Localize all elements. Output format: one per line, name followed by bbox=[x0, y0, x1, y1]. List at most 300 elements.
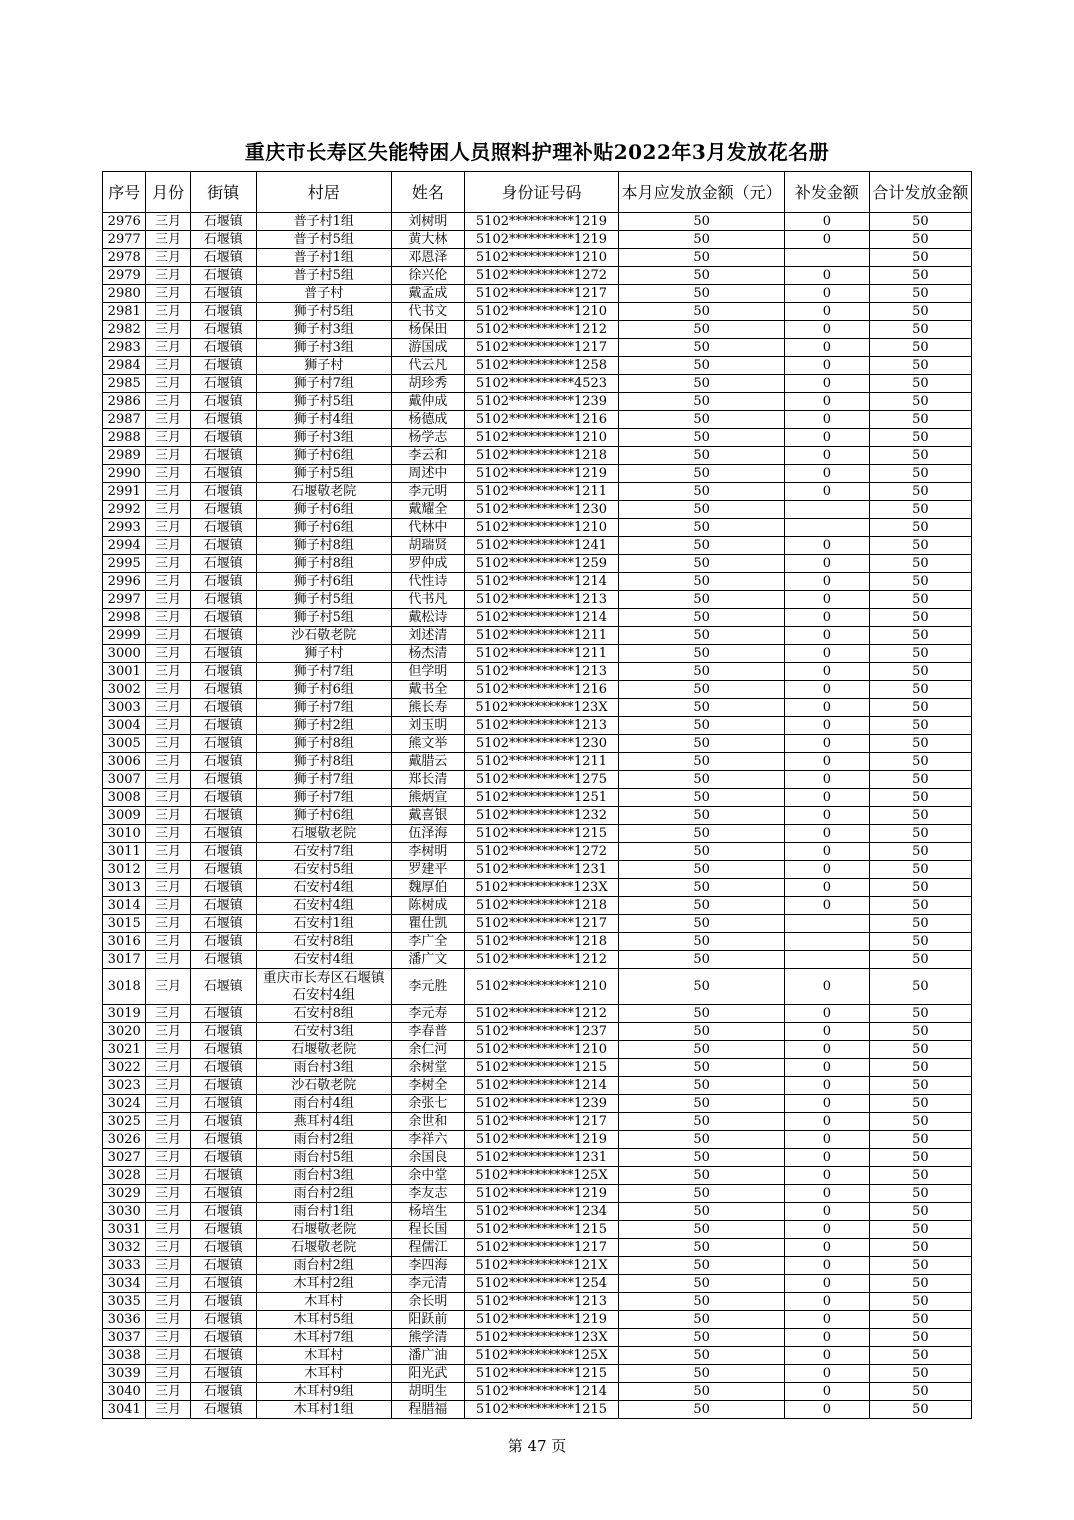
table-cell: 三月 bbox=[146, 537, 190, 555]
table-cell: 50 bbox=[619, 411, 785, 429]
table-cell: 50 bbox=[619, 447, 785, 465]
table-cell: 石堰镇 bbox=[190, 1293, 256, 1311]
table-cell: 石堰镇 bbox=[190, 447, 256, 465]
table-cell: 2994 bbox=[103, 537, 146, 555]
table-cell: 5102**********1231 bbox=[464, 1149, 619, 1167]
table-cell bbox=[785, 933, 870, 951]
table-cell: 5102**********1211 bbox=[464, 645, 619, 663]
table-cell: 50 bbox=[869, 1059, 971, 1077]
table-cell: 狮子村5组 bbox=[256, 303, 391, 321]
table-row bbox=[103, 1131, 972, 1149]
table-cell: 0 bbox=[785, 789, 870, 807]
table-cell: 三月 bbox=[146, 555, 190, 573]
table-cell: 三月 bbox=[146, 771, 190, 789]
table-cell: 3020 bbox=[103, 1023, 146, 1041]
table-cell: 狮子村3组 bbox=[256, 429, 391, 447]
table-cell: 3024 bbox=[103, 1095, 146, 1113]
table-row bbox=[103, 267, 972, 285]
table-cell: 2987 bbox=[103, 411, 146, 429]
table-cell: 燕耳村4组 bbox=[256, 1113, 391, 1131]
table-cell: 50 bbox=[869, 1365, 971, 1383]
table-cell: 石堰镇 bbox=[190, 483, 256, 501]
table-cell: 5102**********1214 bbox=[464, 1383, 619, 1401]
table-row bbox=[103, 663, 972, 681]
table-cell: 0 bbox=[785, 1311, 870, 1329]
table-cell: 50 bbox=[869, 1203, 971, 1221]
table-cell: 0 bbox=[785, 1185, 870, 1203]
table-cell: 50 bbox=[619, 393, 785, 411]
table-cell: 石安村1组 bbox=[256, 915, 391, 933]
table-cell: 狮子村7组 bbox=[256, 771, 391, 789]
table-cell: 2979 bbox=[103, 267, 146, 285]
table-row bbox=[103, 825, 972, 843]
table-cell: 石堰镇 bbox=[190, 1041, 256, 1059]
table-row bbox=[103, 1239, 972, 1257]
table-cell: 三月 bbox=[146, 1005, 190, 1023]
table-cell: 5102**********1211 bbox=[464, 753, 619, 771]
table-cell: 0 bbox=[785, 879, 870, 897]
table-row bbox=[103, 1365, 972, 1383]
table-cell: 狮子村 bbox=[256, 645, 391, 663]
table-cell: 三月 bbox=[146, 933, 190, 951]
table-row bbox=[103, 1275, 972, 1293]
table-cell: 2981 bbox=[103, 303, 146, 321]
table-cell: 狮子村5组 bbox=[256, 591, 391, 609]
header-cell: 姓名 bbox=[391, 172, 464, 213]
table-cell: 0 bbox=[785, 753, 870, 771]
header-cell: 身份证号码 bbox=[464, 172, 619, 213]
table-cell: 50 bbox=[619, 1095, 785, 1113]
table-cell: 余国良 bbox=[391, 1149, 464, 1167]
table-cell: 5102**********123X bbox=[464, 699, 619, 717]
table-cell: 50 bbox=[619, 681, 785, 699]
table-cell: 50 bbox=[869, 1221, 971, 1239]
table-cell: 李元明 bbox=[391, 483, 464, 501]
table-row bbox=[103, 213, 972, 231]
table-cell: 5102**********1210 bbox=[464, 303, 619, 321]
table-row bbox=[103, 411, 972, 429]
table-cell: 3030 bbox=[103, 1203, 146, 1221]
table-cell: 5102**********1210 bbox=[464, 519, 619, 537]
table-row bbox=[103, 303, 972, 321]
table-row bbox=[103, 897, 972, 915]
table-cell: 5102**********1210 bbox=[464, 429, 619, 447]
table-cell: 罗仲成 bbox=[391, 555, 464, 573]
table-cell: 5102**********1211 bbox=[464, 483, 619, 501]
table-cell: 5102**********1214 bbox=[464, 573, 619, 591]
table-cell: 0 bbox=[785, 771, 870, 789]
table-cell: 50 bbox=[619, 825, 785, 843]
table-cell: 石堰镇 bbox=[190, 879, 256, 897]
table-row bbox=[103, 1383, 972, 1401]
table-cell: 0 bbox=[785, 1239, 870, 1257]
table-cell: 0 bbox=[785, 429, 870, 447]
table-cell: 代书凡 bbox=[391, 591, 464, 609]
table-cell: 石堰镇 bbox=[190, 1149, 256, 1167]
table-cell: 50 bbox=[619, 519, 785, 537]
table-cell: 三月 bbox=[146, 573, 190, 591]
table-cell: 三月 bbox=[146, 969, 190, 1005]
table-cell: 三月 bbox=[146, 1077, 190, 1095]
table-cell: 石堰镇 bbox=[190, 789, 256, 807]
table-cell: 雨台村2组 bbox=[256, 1131, 391, 1149]
table-cell: 2999 bbox=[103, 627, 146, 645]
table-cell: 50 bbox=[619, 1383, 785, 1401]
table-row bbox=[103, 771, 972, 789]
table-cell: 石堰镇 bbox=[190, 213, 256, 231]
table-cell: 50 bbox=[869, 1149, 971, 1167]
table-row bbox=[103, 1257, 972, 1275]
table-cell: 50 bbox=[869, 933, 971, 951]
table-cell: 50 bbox=[869, 807, 971, 825]
table-cell: 50 bbox=[619, 1275, 785, 1293]
table-cell: 0 bbox=[785, 231, 870, 249]
table-cell: 2984 bbox=[103, 357, 146, 375]
table-cell: 狮子村2组 bbox=[256, 717, 391, 735]
table-cell: 石堰镇 bbox=[190, 393, 256, 411]
table-cell: 50 bbox=[619, 375, 785, 393]
table-cell: 李元寿 bbox=[391, 1005, 464, 1023]
table-cell: 三月 bbox=[146, 501, 190, 519]
table-cell: 5102**********1219 bbox=[464, 1185, 619, 1203]
table-cell: 0 bbox=[785, 267, 870, 285]
table-cell: 三月 bbox=[146, 1203, 190, 1221]
table-cell: 50 bbox=[869, 213, 971, 231]
table-cell: 5102**********1211 bbox=[464, 627, 619, 645]
table-cell: 三月 bbox=[146, 807, 190, 825]
table-cell bbox=[785, 951, 870, 969]
table-cell: 3026 bbox=[103, 1131, 146, 1149]
table-cell: 3032 bbox=[103, 1239, 146, 1257]
table-cell: 戴耀全 bbox=[391, 501, 464, 519]
header-cell: 月份 bbox=[146, 172, 190, 213]
table-cell: 2986 bbox=[103, 393, 146, 411]
table-row bbox=[103, 357, 972, 375]
table-cell: 陈树成 bbox=[391, 897, 464, 915]
table-cell: 石堰镇 bbox=[190, 699, 256, 717]
table-row bbox=[103, 393, 972, 411]
table-row bbox=[103, 807, 972, 825]
table-cell: 5102**********1210 bbox=[464, 969, 619, 1005]
table-cell: 3011 bbox=[103, 843, 146, 861]
table-cell: 0 bbox=[785, 573, 870, 591]
table-cell: 50 bbox=[619, 1203, 785, 1221]
table-cell: 0 bbox=[785, 663, 870, 681]
table-cell: 50 bbox=[619, 429, 785, 447]
table-cell: 李春普 bbox=[391, 1023, 464, 1041]
table-cell: 石堰敬老院 bbox=[256, 1221, 391, 1239]
table-cell: 50 bbox=[619, 897, 785, 915]
table-cell: 50 bbox=[619, 213, 785, 231]
table-cell: 三月 bbox=[146, 447, 190, 465]
table-cell: 50 bbox=[869, 1131, 971, 1149]
table-cell: 狮子村5组 bbox=[256, 609, 391, 627]
table-cell: 潘广文 bbox=[391, 951, 464, 969]
table-cell: 狮子村8组 bbox=[256, 537, 391, 555]
table-cell: 5102**********1230 bbox=[464, 501, 619, 519]
table-cell: 0 bbox=[785, 1275, 870, 1293]
table-cell: 5102**********1210 bbox=[464, 1041, 619, 1059]
table-cell: 刘玉明 bbox=[391, 717, 464, 735]
table-cell: 代性诗 bbox=[391, 573, 464, 591]
table-cell: 0 bbox=[785, 537, 870, 555]
table-cell: 三月 bbox=[146, 717, 190, 735]
table-cell: 5102**********1215 bbox=[464, 1059, 619, 1077]
table-cell: 0 bbox=[785, 717, 870, 735]
table-cell: 3002 bbox=[103, 681, 146, 699]
table-cell: 50 bbox=[869, 969, 971, 1005]
table-cell: 三月 bbox=[146, 897, 190, 915]
table-cell: 50 bbox=[869, 555, 971, 573]
table-cell: 狮子村7组 bbox=[256, 375, 391, 393]
table-cell: 石堰镇 bbox=[190, 1203, 256, 1221]
table-cell: 3016 bbox=[103, 933, 146, 951]
table-cell: 5102**********1215 bbox=[464, 1365, 619, 1383]
table-header-row bbox=[103, 172, 972, 213]
table-cell: 50 bbox=[619, 645, 785, 663]
table-cell: 木耳村 bbox=[256, 1293, 391, 1311]
table-cell: 石堰镇 bbox=[190, 969, 256, 1005]
table-cell: 3037 bbox=[103, 1329, 146, 1347]
table-cell: 潘广油 bbox=[391, 1347, 464, 1365]
table-cell: 5102**********1231 bbox=[464, 861, 619, 879]
table-cell: 50 bbox=[869, 861, 971, 879]
table-cell: 5102**********1275 bbox=[464, 771, 619, 789]
table-cell: 5102**********1210 bbox=[464, 249, 619, 267]
table-cell: 50 bbox=[869, 1185, 971, 1203]
header-cell: 合计发放金额 bbox=[869, 172, 971, 213]
table-cell: 5102**********1212 bbox=[464, 1005, 619, 1023]
table-cell: 李友志 bbox=[391, 1185, 464, 1203]
table-cell: 50 bbox=[869, 519, 971, 537]
table-cell: 三月 bbox=[146, 357, 190, 375]
table-cell: 5102**********1218 bbox=[464, 897, 619, 915]
table-cell: 石堰镇 bbox=[190, 1095, 256, 1113]
table-cell: 50 bbox=[619, 753, 785, 771]
table-cell: 石堰镇 bbox=[190, 1059, 256, 1077]
table-row bbox=[103, 1023, 972, 1041]
table-cell: 50 bbox=[619, 951, 785, 969]
table-cell: 普子村5组 bbox=[256, 267, 391, 285]
table-cell: 三月 bbox=[146, 681, 190, 699]
table-row bbox=[103, 249, 972, 267]
table-cell: 三月 bbox=[146, 1347, 190, 1365]
table-cell: 5102**********1219 bbox=[464, 213, 619, 231]
table-cell: 三月 bbox=[146, 861, 190, 879]
table-cell: 50 bbox=[619, 807, 785, 825]
table-cell: 3010 bbox=[103, 825, 146, 843]
table-cell: 5102**********1239 bbox=[464, 1095, 619, 1113]
table-cell: 50 bbox=[869, 411, 971, 429]
table-cell: 但学明 bbox=[391, 663, 464, 681]
table-cell: 2985 bbox=[103, 375, 146, 393]
table-cell: 2993 bbox=[103, 519, 146, 537]
table-cell: 石堰镇 bbox=[190, 1221, 256, 1239]
table-cell: 50 bbox=[619, 1239, 785, 1257]
table-row bbox=[103, 879, 972, 897]
table-cell: 50 bbox=[869, 843, 971, 861]
table-cell: 0 bbox=[785, 1077, 870, 1095]
table-cell bbox=[785, 915, 870, 933]
table-cell: 50 bbox=[619, 969, 785, 1005]
table-cell: 5102**********1214 bbox=[464, 609, 619, 627]
table-cell: 50 bbox=[869, 465, 971, 483]
table-cell: 石安村4组 bbox=[256, 951, 391, 969]
table-cell: 三月 bbox=[146, 609, 190, 627]
table-cell: 三月 bbox=[146, 339, 190, 357]
table-cell: 三月 bbox=[146, 1365, 190, 1383]
table-cell: 石堰镇 bbox=[190, 267, 256, 285]
table-cell: 50 bbox=[619, 735, 785, 753]
table-cell: 0 bbox=[785, 627, 870, 645]
table-cell: 3022 bbox=[103, 1059, 146, 1077]
table-cell: 50 bbox=[869, 1077, 971, 1095]
table-cell: 0 bbox=[785, 1005, 870, 1023]
table-row bbox=[103, 447, 972, 465]
table-cell: 三月 bbox=[146, 753, 190, 771]
table-cell: 石堰镇 bbox=[190, 411, 256, 429]
table-cell: 5102**********1217 bbox=[464, 339, 619, 357]
table-cell: 石堰镇 bbox=[190, 285, 256, 303]
table-cell: 50 bbox=[619, 843, 785, 861]
table-cell: 木耳村7组 bbox=[256, 1329, 391, 1347]
table-cell: 三月 bbox=[146, 267, 190, 285]
table-cell: 5102**********1218 bbox=[464, 447, 619, 465]
table-cell: 石堰镇 bbox=[190, 1185, 256, 1203]
table-cell: 5102**********1215 bbox=[464, 1221, 619, 1239]
table-cell: 5102**********1239 bbox=[464, 393, 619, 411]
header-cell: 街镇 bbox=[190, 172, 256, 213]
table-cell: 3025 bbox=[103, 1113, 146, 1131]
table-row bbox=[103, 555, 972, 573]
table-row bbox=[103, 1347, 972, 1365]
table-row bbox=[103, 1185, 972, 1203]
table-cell: 郑长清 bbox=[391, 771, 464, 789]
table-cell: 50 bbox=[869, 339, 971, 357]
table-cell: 三月 bbox=[146, 375, 190, 393]
table-cell: 狮子村6组 bbox=[256, 501, 391, 519]
table-cell: 50 bbox=[619, 789, 785, 807]
header-cell: 村居 bbox=[256, 172, 391, 213]
table-cell: 50 bbox=[619, 339, 785, 357]
table-cell: 三月 bbox=[146, 843, 190, 861]
table-cell: 50 bbox=[619, 465, 785, 483]
table-cell: 木耳村2组 bbox=[256, 1275, 391, 1293]
table-cell: 50 bbox=[869, 357, 971, 375]
table-cell: 狮子村 bbox=[256, 357, 391, 375]
table-cell: 三月 bbox=[146, 1131, 190, 1149]
table-cell: 50 bbox=[869, 789, 971, 807]
table-row bbox=[103, 609, 972, 627]
table-cell: 杨德成 bbox=[391, 411, 464, 429]
table-cell: 狮子村4组 bbox=[256, 411, 391, 429]
table-row bbox=[103, 789, 972, 807]
table-cell: 50 bbox=[619, 1167, 785, 1185]
table-row bbox=[103, 915, 972, 933]
table-cell: 瞿仕凯 bbox=[391, 915, 464, 933]
table-cell: 5102**********1230 bbox=[464, 735, 619, 753]
table-cell: 0 bbox=[785, 357, 870, 375]
table-row bbox=[103, 1005, 972, 1023]
table-cell: 50 bbox=[619, 771, 785, 789]
table-cell: 狮子村7组 bbox=[256, 663, 391, 681]
table-cell: 50 bbox=[869, 951, 971, 969]
table-cell: 5102**********4523 bbox=[464, 375, 619, 393]
table-cell: 三月 bbox=[146, 627, 190, 645]
table-cell: 周述中 bbox=[391, 465, 464, 483]
table-cell: 石堰镇 bbox=[190, 231, 256, 249]
table-cell: 代云凡 bbox=[391, 357, 464, 375]
table-cell: 余长明 bbox=[391, 1293, 464, 1311]
table-row bbox=[103, 645, 972, 663]
table-cell: 三月 bbox=[146, 1023, 190, 1041]
table-cell: 石堰镇 bbox=[190, 1311, 256, 1329]
table-cell: 雨台村5组 bbox=[256, 1149, 391, 1167]
table-cell: 胡明生 bbox=[391, 1383, 464, 1401]
table-cell: 石堰镇 bbox=[190, 627, 256, 645]
table-cell: 三月 bbox=[146, 429, 190, 447]
table-cell: 50 bbox=[619, 1347, 785, 1365]
table-cell: 3013 bbox=[103, 879, 146, 897]
table-cell bbox=[785, 249, 870, 267]
table-cell: 余中堂 bbox=[391, 1167, 464, 1185]
table-cell: 0 bbox=[785, 1023, 870, 1041]
table-cell: 0 bbox=[785, 1095, 870, 1113]
table-row bbox=[103, 933, 972, 951]
table-cell: 5102**********1234 bbox=[464, 1203, 619, 1221]
table-cell: 戴松诗 bbox=[391, 609, 464, 627]
table-cell: 石堰镇 bbox=[190, 501, 256, 519]
table-cell: 50 bbox=[869, 645, 971, 663]
table-cell bbox=[785, 519, 870, 537]
table-cell: 3038 bbox=[103, 1347, 146, 1365]
table-cell: 石堰镇 bbox=[190, 339, 256, 357]
table-cell: 50 bbox=[619, 483, 785, 501]
table-cell: 熊学清 bbox=[391, 1329, 464, 1347]
table-cell: 魏厚伯 bbox=[391, 879, 464, 897]
table-row bbox=[103, 1221, 972, 1239]
table-cell: 0 bbox=[785, 1365, 870, 1383]
table-cell: 胡珍秀 bbox=[391, 375, 464, 393]
table-cell: 50 bbox=[619, 915, 785, 933]
table-cell: 石安村5组 bbox=[256, 861, 391, 879]
table-cell: 石堰镇 bbox=[190, 1275, 256, 1293]
table-cell: 李云和 bbox=[391, 447, 464, 465]
table-row bbox=[103, 753, 972, 771]
table-cell: 戴书全 bbox=[391, 681, 464, 699]
table-cell: 雨台村3组 bbox=[256, 1167, 391, 1185]
table-cell: 石堰镇 bbox=[190, 717, 256, 735]
table-cell: 0 bbox=[785, 591, 870, 609]
table-row bbox=[103, 285, 972, 303]
header-cell: 本月应发放金额（元） bbox=[619, 172, 785, 213]
table-cell: 戴喜银 bbox=[391, 807, 464, 825]
table-cell: 0 bbox=[785, 1293, 870, 1311]
table-cell: 0 bbox=[785, 699, 870, 717]
table-cell: 狮子村6组 bbox=[256, 807, 391, 825]
table-row bbox=[103, 1401, 972, 1419]
table-cell: 石堰镇 bbox=[190, 465, 256, 483]
table-row bbox=[103, 717, 972, 735]
table-row bbox=[103, 1293, 972, 1311]
table-cell: 3040 bbox=[103, 1383, 146, 1401]
table-cell: 2990 bbox=[103, 465, 146, 483]
table-cell: 0 bbox=[785, 1329, 870, 1347]
table-cell: 50 bbox=[619, 1131, 785, 1149]
table-cell: 0 bbox=[785, 897, 870, 915]
table-row bbox=[103, 375, 972, 393]
table-cell: 石堰镇 bbox=[190, 861, 256, 879]
